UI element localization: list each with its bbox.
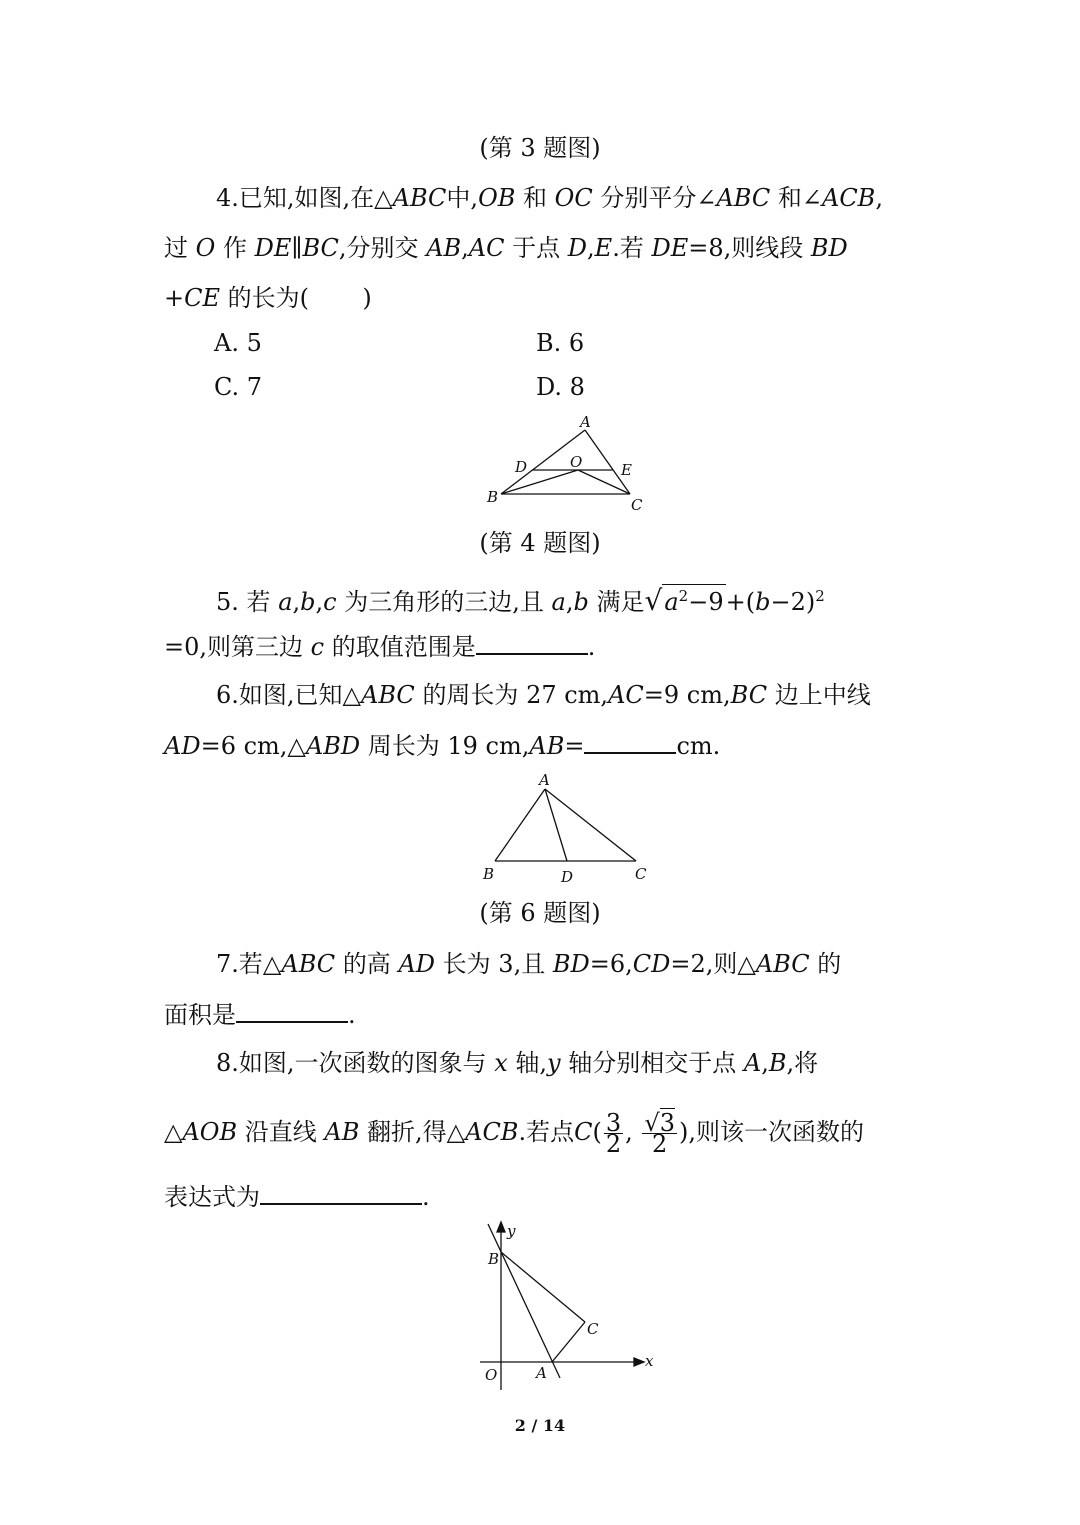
figure-6-caption: (第 6 题图) (479, 899, 601, 927)
q4-text: DE (651, 234, 689, 262)
fig8-label-a: A (536, 1364, 547, 1382)
q5-text: +( (725, 588, 756, 616)
q6-line1: 6.如图,已知△ABC 的周长为 27 cm,AC=9 cm,BC 边上中线 (216, 681, 871, 709)
q5-text: a (664, 588, 679, 616)
q5-text: a (551, 588, 566, 616)
q8-text: 2 (652, 1130, 668, 1158)
q8-text: x (494, 1049, 508, 1077)
q5-text: b (755, 588, 771, 616)
q5-text: −9 (688, 588, 724, 616)
fig8-segment-bc (501, 1252, 585, 1322)
q4-text: ABC (716, 184, 771, 212)
q8-text: y (547, 1049, 561, 1077)
q7-text: . (348, 1001, 356, 1029)
q8-text: 沿直线 (244, 1118, 317, 1146)
q5-text: 的取值范围是 (331, 633, 476, 661)
q4-option-b: B. 6 (536, 329, 585, 357)
q4-option-a: A. 5 (214, 329, 262, 357)
q4-text: DE∥BC (254, 234, 339, 262)
q8-text: ( (592, 1118, 602, 1146)
q8-text: B (768, 1049, 787, 1077)
q7-text: CD (632, 950, 671, 978)
fig6-label-b: B (483, 865, 495, 883)
figure-3-caption: (第 3 题图) (479, 134, 601, 162)
q4-text: AC (468, 234, 505, 262)
q7-text: =2,则△ (670, 950, 756, 978)
q4-text: .若 (612, 234, 644, 262)
q6-text: ABD (305, 732, 361, 760)
fig4-label-b: B (487, 488, 499, 506)
fig8-label-o: O (485, 1366, 498, 1384)
q8-number: 8 (216, 1049, 232, 1077)
q4-text: 的长为( (227, 284, 310, 312)
q5-line1: 5. 若 a,b,c 为三角形的三边,且 a,b 满足$√a^2-9+(b-2)^2$ (216, 584, 825, 617)
q5-text: , (315, 588, 324, 616)
q6-text: AB (529, 732, 565, 760)
fig4-label-o: O (570, 453, 583, 471)
q4-text: 和∠ (777, 184, 822, 212)
q5-text: 若 (246, 588, 271, 616)
q4-text: =8,则线段 (688, 234, 804, 262)
q5-text: =0,则第三边 (164, 633, 304, 661)
q8-text: ,将 (786, 1049, 819, 1077)
q8-text: .若点 (518, 1118, 575, 1146)
q4-text: , (461, 234, 469, 262)
q4-option-d: D. 8 (536, 373, 585, 401)
q4-text: 分别平分∠ (600, 184, 717, 212)
q8-text: ACB (465, 1118, 519, 1146)
q7-text: 若△ (238, 950, 282, 978)
fig4-label-d: D (515, 458, 528, 476)
q8-text: , (761, 1049, 769, 1077)
fig6-label-a: A (539, 771, 550, 789)
fig8-y-axis-arrow (497, 1222, 505, 1232)
q8-text: 轴, (515, 1049, 548, 1077)
q8-text: AB (324, 1118, 360, 1146)
q6-text: 的周长为 27 cm, (422, 681, 609, 709)
q5-text: . (587, 633, 596, 661)
q4-text: ABC (392, 184, 447, 212)
q4-text: BD (810, 234, 848, 262)
q4-text: ,分别交 (338, 234, 419, 262)
q8-fraction-sqrt3-numerator: √3 (644, 1109, 675, 1137)
q4-text: 中, (446, 184, 479, 212)
q5-text: a (278, 588, 293, 616)
q7-text: 长为 3,且 (442, 950, 546, 978)
q4-text: CE (184, 284, 220, 312)
q5-text: 为三角形的三边,且 (344, 588, 544, 616)
q5-text: 2 (815, 587, 825, 605)
q4-text: 于点 (512, 234, 561, 262)
fig8-label-c: C (587, 1320, 599, 1338)
q5-text: b (300, 588, 316, 616)
q6-text: ABC (361, 681, 415, 709)
q4-text: D (567, 234, 588, 262)
q8-text: 轴分别相交于点 (568, 1049, 737, 1077)
q5-text: c (323, 588, 337, 616)
figure-4-caption: (第 4 题图) (479, 529, 601, 557)
q4-option-c: C. 7 (214, 373, 263, 401)
fig8-segment-ca (552, 1322, 585, 1362)
q4-text: OB (478, 184, 516, 212)
q8-text: . (422, 1183, 430, 1211)
fig8-label-b: B (488, 1250, 500, 1268)
q7-text: BD (552, 950, 590, 978)
q4-text: O (195, 234, 216, 262)
q7-text: 的高 (342, 950, 391, 978)
q5-text: −2) (770, 588, 816, 616)
fig4-label-e: E (621, 461, 632, 479)
q4-text: + (164, 284, 185, 312)
q4-text: OC (554, 184, 593, 212)
q4-text: 和 (523, 184, 548, 212)
q8-text: 如图,一次函数的图象与 (238, 1049, 487, 1077)
q4-line1: 4.已知,如图,在△ABC中,OB 和 OC 分别平分∠ABC 和∠ACB, (216, 184, 883, 212)
q6-text: BC (730, 681, 768, 709)
fig8-x-axis-arrow (634, 1358, 644, 1366)
q4-text: AB (426, 234, 462, 262)
fig8-line-ab (488, 1224, 560, 1378)
q7-text: ABC (755, 950, 810, 978)
fig8-label-x: x (645, 1352, 654, 1370)
fig4-label-a: A (580, 413, 591, 431)
q7-text: AD (398, 950, 436, 978)
q6-text: =6 cm,△ (200, 732, 306, 760)
q7-number: 7 (216, 950, 232, 978)
q5-text: 2 (678, 587, 689, 605)
q8-text: 翻折,得△ (367, 1118, 466, 1146)
q8-text: AOB (182, 1118, 238, 1146)
q8-text: C (574, 1118, 593, 1146)
fig6-label-c: C (635, 865, 647, 883)
q8-line1: 8.如图,一次函数的图象与 x 轴,y 轴分别相交于点 A,B,将 (216, 1049, 819, 1077)
q5-number: 5 (216, 588, 232, 616)
fig6-label-d: D (561, 868, 574, 886)
fig8-label-y: y (507, 1222, 516, 1240)
q5-text: c (310, 633, 325, 661)
q8-text: 3 (659, 1109, 675, 1137)
q8-text: 2 (605, 1130, 622, 1158)
q4-text: E (594, 234, 613, 262)
q6-text: 边上中线 (774, 681, 871, 709)
q8-text: △ (164, 1118, 183, 1146)
q4-text: ) (362, 284, 372, 312)
q8-text: 3 (605, 1109, 622, 1137)
q8-text: ),则该一次函数的 (678, 1118, 864, 1146)
q6-text: = (564, 732, 585, 760)
q6-text: cm. (676, 732, 721, 760)
q5-text: , (292, 588, 301, 616)
q7-text: 面积是 (164, 1001, 236, 1029)
q5-text: , (565, 588, 574, 616)
page-number: 2 / 14 (514, 1416, 566, 1435)
q6-text: AD (164, 732, 201, 760)
q7-line1: 7.若△ABC 的高 AD 长为 3,且 BD=6,CD=2,则△ABC 的 (216, 950, 842, 978)
q7-text: ABC (281, 950, 336, 978)
q6-text: 周长为 19 cm, (367, 732, 530, 760)
q7-text: =6, (589, 950, 633, 978)
q4-text: 过 (164, 234, 188, 262)
q8-text: , (625, 1118, 633, 1146)
q6-text: AC (608, 681, 644, 709)
q7-text: 的 (817, 950, 842, 978)
q4-text: 作 (222, 234, 247, 262)
q4-text: 已知,如图,在△ (238, 184, 393, 212)
q8-text: 表达式为 (164, 1183, 260, 1211)
q6-text: =9 cm, (643, 681, 731, 709)
q6-text: 如图,已知△ (238, 681, 362, 709)
fig4-label-c: C (631, 496, 643, 514)
q4-number: 4 (216, 184, 232, 212)
q4-text: ACB (821, 184, 876, 212)
q5-text: b (573, 588, 589, 616)
q8-text: A (743, 1049, 762, 1077)
q5-text: 满足 (596, 588, 645, 616)
q6-number: 6 (216, 681, 232, 709)
q4-text: , (587, 234, 595, 262)
